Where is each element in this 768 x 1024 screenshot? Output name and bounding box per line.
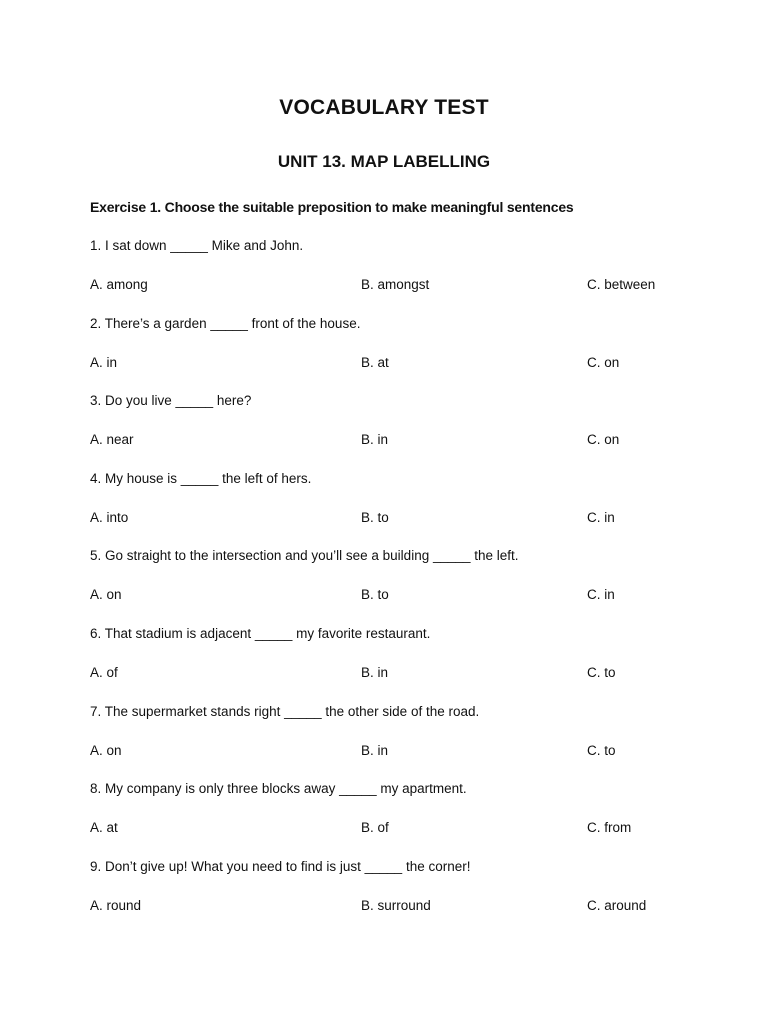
option-b: B. in [361,664,389,680]
option-b: B. amongst [361,277,430,292]
answer-options [90,898,730,916]
question-item [90,316,730,394]
option-c: C. from [587,820,632,836]
option-c: C. on [587,354,620,370]
option-a: A. on [90,742,122,758]
option-a: A. among [90,277,148,292]
question-item [90,471,730,549]
option-b: B. in [361,432,389,448]
option-b: B. surround [361,897,431,913]
question-text: 1. I sat down _____ Mike and John. [90,238,304,253]
option-b: B. of [361,820,389,836]
option-c: C. in [587,587,615,603]
option-a: A. round [90,897,142,913]
option-c: C. around [587,897,647,913]
unit-subtitle: UNIT 13. MAP LABELLING [277,152,491,171]
answer-options [90,587,730,605]
option-a: A. into [90,509,129,525]
question-item [90,393,730,471]
option-a: A. at [90,820,118,836]
question-text: 9. Don’t give up! What you need to find is just _____ the corner! [90,858,471,874]
answer-options [90,820,730,838]
question-list [90,238,730,936]
option-c: C. to [587,742,616,758]
page-title: VOCABULARY TEST [279,96,489,119]
question-item [90,859,730,937]
option-b: B. at [361,354,389,370]
question-text: 6. That stadium is adjacent _____ my favorite restaurant. [90,625,431,641]
option-b: B. in [361,742,389,758]
question-text: 3. Do you live _____ here? [90,393,252,409]
answer-options [90,665,730,683]
answer-options [90,743,730,761]
option-b: B. to [361,509,389,525]
answer-options [90,432,730,450]
exercise-instruction: Exercise 1. Choose the suitable preposition to make meaningful sentences [90,199,574,215]
option-a: A. in [90,354,118,370]
option-a: A. of [90,664,118,680]
option-c: C. to [587,664,616,680]
answer-options [90,510,730,528]
question-text: 2. There’s a garden _____ front of the house. [90,315,361,331]
question-item [90,626,730,704]
option-a: A. on [90,587,122,603]
option-c: C. on [587,432,620,448]
question-item [90,781,730,859]
option-c: C. between [587,277,656,292]
question-text: 7. The supermarket stands right _____ the other side of the road. [90,703,480,719]
answer-options [90,355,730,373]
question-text: 8. My company is only three blocks away _____ my apartment. [90,781,467,797]
option-a: A. near [90,432,134,448]
question-text: 4. My house is _____ the left of hers. [90,470,312,486]
question-item [90,548,730,626]
option-b: B. to [361,587,389,603]
option-c: C. in [587,509,615,525]
question-item [90,238,730,316]
question-text: 5. Go straight to the intersection and you’ll see a building _____ the left. [90,548,519,564]
question-item [90,704,730,782]
answer-options [90,277,730,295]
